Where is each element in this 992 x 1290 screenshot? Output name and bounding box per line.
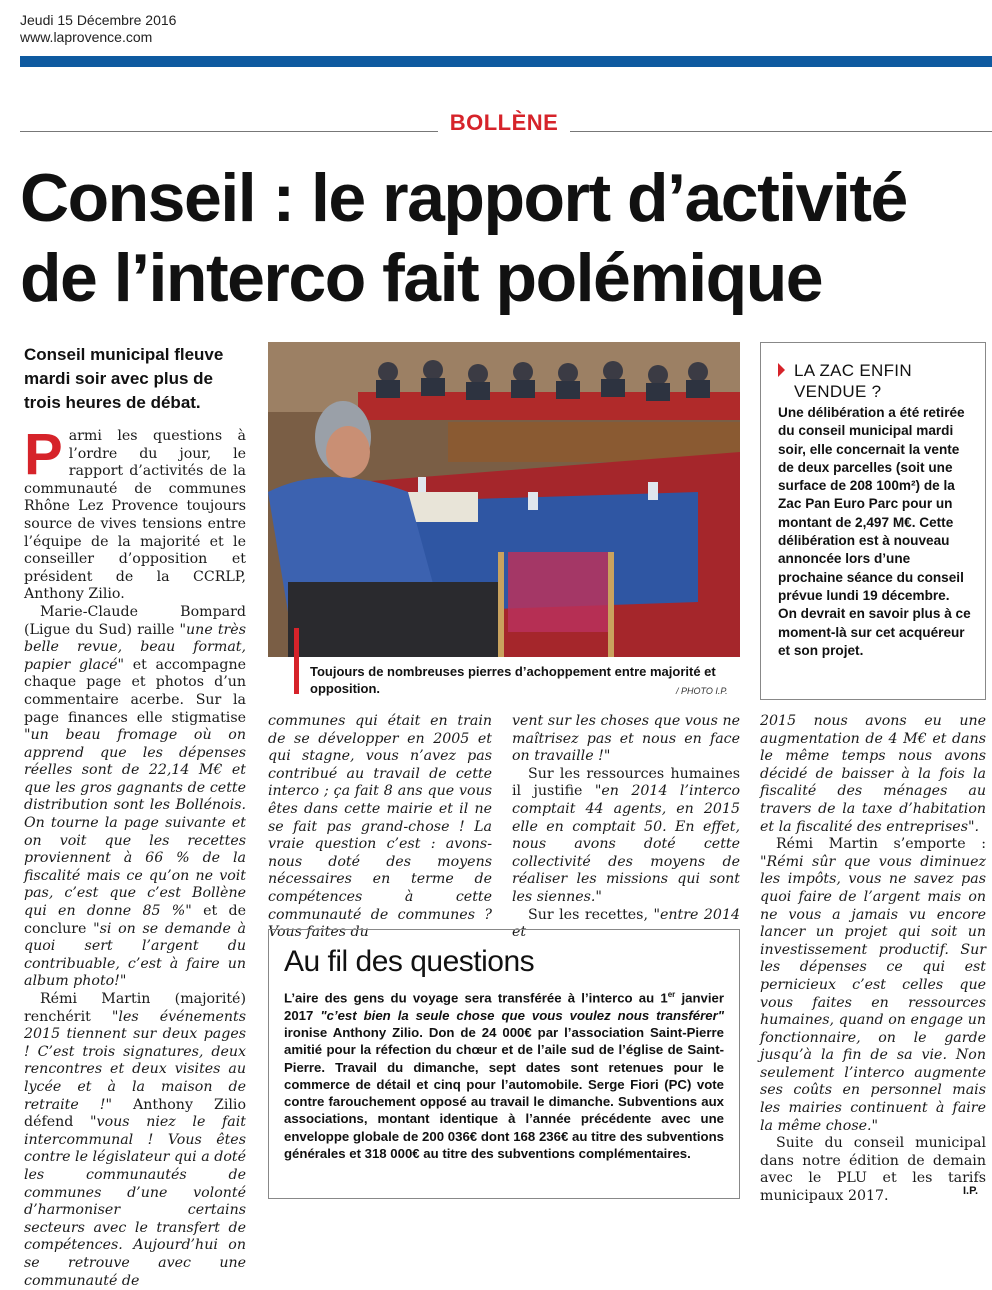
paragraph-text: armi les questions à l’ordre du jour, le rapport d’activités de la communauté de communes Rhône Lez Provence toujours source de vives tensions entre l’équipe de la majorité et le conseiller d’opposition et président de la CCRLP, Anthony Zilio. — [24, 428, 246, 603]
paragraph-text: et accompagne chaque page et photos d’un commentaire acerbe. Sur la page finances elle stigmatise — [24, 656, 247, 726]
photo-credit: / PHOTO I.P. — [676, 686, 728, 696]
quote: "entre 2014 et — [512, 906, 740, 941]
article-column-2 — [268, 713, 492, 942]
article-column-1 — [24, 422, 247, 1290]
drop-cap: P — [24, 422, 63, 487]
article-paragraph — [512, 766, 740, 907]
rubric-rule-left — [20, 131, 438, 132]
quote: communes qui était en train de se développer en 2005 et qui stagne, vous n’avez pas contribué au travail de cette interco ; ça fait 8 ans que vous êtes dans cette mairie et il ne se fait pas grand-chose ! La vraie question c’est : avons-nous doté des moyens nécessaires en terme de compétences à cette communauté de communes ? Vous faites du — [268, 713, 492, 941]
questions-box-title: Au fil des questions — [284, 945, 535, 978]
paragraph-text: Rémi Martin (majorité) renchérit — [24, 991, 246, 1025]
quote: "en 2014 l’interco comptait 44 agents, en 2015 elle en comptait 50. En effet, nous avons doté cette collectivité des moyens de réaliser les missions qui sont les siennes." — [512, 783, 741, 905]
box-text-segment: janvier 2017 — [284, 990, 724, 1023]
rubric-rule-right — [570, 131, 992, 132]
quote: "Rémi sûr que vous diminuez les impôts, vous ne savez pas quoi faire de l’argent mais on ne vous a jamais vu encore lancer un projet qui soit un investissement productif. Sur les dépenses ce qui est pernicieux c’est celles que vous faites en ressources humaines, quand on engage un fonctionnaire, on le garde jusqu’à la fin de sa vie. Non seulement l’interco augmente ses coûts en personnel mais les mairies continuent à faire la même chose." — [760, 853, 986, 1134]
sidebar-marker — [778, 363, 785, 377]
paragraph-text: Anthony Zilio défend — [24, 1096, 246, 1131]
caption-marker — [294, 628, 299, 694]
headline — [20, 158, 980, 318]
author-signature: I.P. — [963, 1185, 979, 1197]
paragraph-text: Sur les ressources humaines il justifie — [512, 765, 740, 800]
article-paragraph — [760, 713, 986, 836]
quote: "une très belle revue, beau format, papier glacé" — [24, 621, 246, 673]
sidebar-paragraph: On devrait en savoir plus à ce moment-là sur cet acquéreur et son projet. — [778, 606, 971, 658]
issue-date: Jeudi 15 Décembre 2016 — [20, 12, 177, 28]
council-photo — [268, 342, 740, 657]
paragraph-text: Marie-Claude Bompard (Ligue du Sud) raille — [24, 603, 246, 638]
article-paragraph: Suite du conseil municipal dans notre édition de demain avec le PLU et les tarifs municipaux 2017. — [760, 1135, 986, 1205]
quote: vent sur les choses que vous ne maîtrisez pas et nous en face on travaille !" — [512, 713, 740, 765]
photo-caption: Toujours de nombreuses pierres d’achoppement entre majorité et opposition. — [310, 664, 716, 696]
headline-line-2: de l’interco fait polémique — [20, 240, 823, 316]
article-paragraph — [268, 713, 492, 942]
article-paragraph — [24, 991, 246, 1290]
ordinal-superscript: er — [667, 990, 676, 999]
box-text-segment: ironise Anthony Zilio. Don de 24 000€ par l’association Saint-Pierre amitié pour la réfection du chœur et de l’aile sud de l’église de Saint-Pierre. Travail du dimanche, sept dates sont retenues pour le commerce de détail et cinq pour l’automobile. Serge Fiori (PC) vote contre farouchement opposé au travail le dimanche. Subventions aux associations, montant identique à l’année précédente avec une enveloppe globale de 200 036€ dont 168 236€ au titre des subventions générales et 318 000€ au titre des subventions complémentaires. — [284, 1024, 724, 1162]
quote: "les événements 2015 tiennent sur deux pages ! C’est trois signatures, deux rencontres et deux visites au lycée et à la maison de retraite !" — [24, 1008, 247, 1113]
article-column-4 — [760, 713, 986, 1206]
quote: "vous niez le fait intercommunal ! Vous êtes contre le législateur qui a doté les communautés de communes d’une volonté d’harmoniser certains secteurs avec le transfert de compétences. Aujourd’hui on se retrouve avec une communauté de — [24, 1114, 246, 1289]
headline-line-1: Conseil : le rapport d’activité — [20, 160, 907, 236]
quote: "un beau fromage où on apprend que les dépenses réelles sont de 22,14 M€ et que les gros gagnants de cette distribution sont les Bollénois. On tourne la page suivante et on voit que les recettes proviennent à 66 % de la fiscalité mais ce qu’on ne voit pas, c’est que c’est Bollène qui en donne 85 %" — [24, 727, 246, 920]
paragraph-text: Sur les recettes, — [528, 906, 654, 923]
site-url[interactable]: www.laprovence.com — [20, 29, 153, 45]
brand-bar — [20, 56, 992, 67]
quote: "c’est bien la seule chose que vous voulez nous transférer" — [320, 1007, 724, 1023]
quote: 2015 nous avons eu une augmentation de 4 M€ et dans le même temps nous avons décidé de baisser à la fois la fiscalité des ménages au travers de la taxe d’habitation et la fiscalité des entreprises". — [760, 713, 986, 835]
paragraph-text: et de conclure — [24, 903, 246, 937]
masthead — [20, 12, 176, 46]
box-text-segment: L’aire des gens du voyage sera transférée à l’interco au 1 — [284, 990, 668, 1006]
paragraph-text: Rémi Martin s’emporte : — [776, 836, 986, 853]
article-paragraph — [24, 422, 246, 604]
sidebar-text — [778, 404, 978, 660]
sidebar-paragraph: Une délibération a été retirée du conseil municipal mardi soir, elle concernait la vente de deux parcelles (soit une surface de 208 100m²) de la Zac Pan Euro Parc pour un montant de 2,497 M€. Cette délibération est à nouveau annoncée lors d’une prochaine séance du conseil prévue lundi 19 décembre. — [778, 405, 965, 603]
quote: "si on se demande à quoi sert l’argent du contribuable, c’est à faire un album photo!" — [24, 920, 246, 990]
section-rubric: BOLLÈNE — [449, 110, 559, 135]
article-paragraph — [760, 836, 986, 1135]
article-paragraph — [512, 713, 740, 766]
article-column-3 — [512, 713, 740, 942]
questions-box-text — [284, 986, 724, 1162]
sidebar-title: LA ZAC ENFIN VENDUE ? — [794, 361, 912, 401]
standfirst: Conseil municipal fleuve mardi soir avec plus de trois heures de débat. — [24, 345, 224, 412]
article-paragraph — [24, 604, 246, 991]
